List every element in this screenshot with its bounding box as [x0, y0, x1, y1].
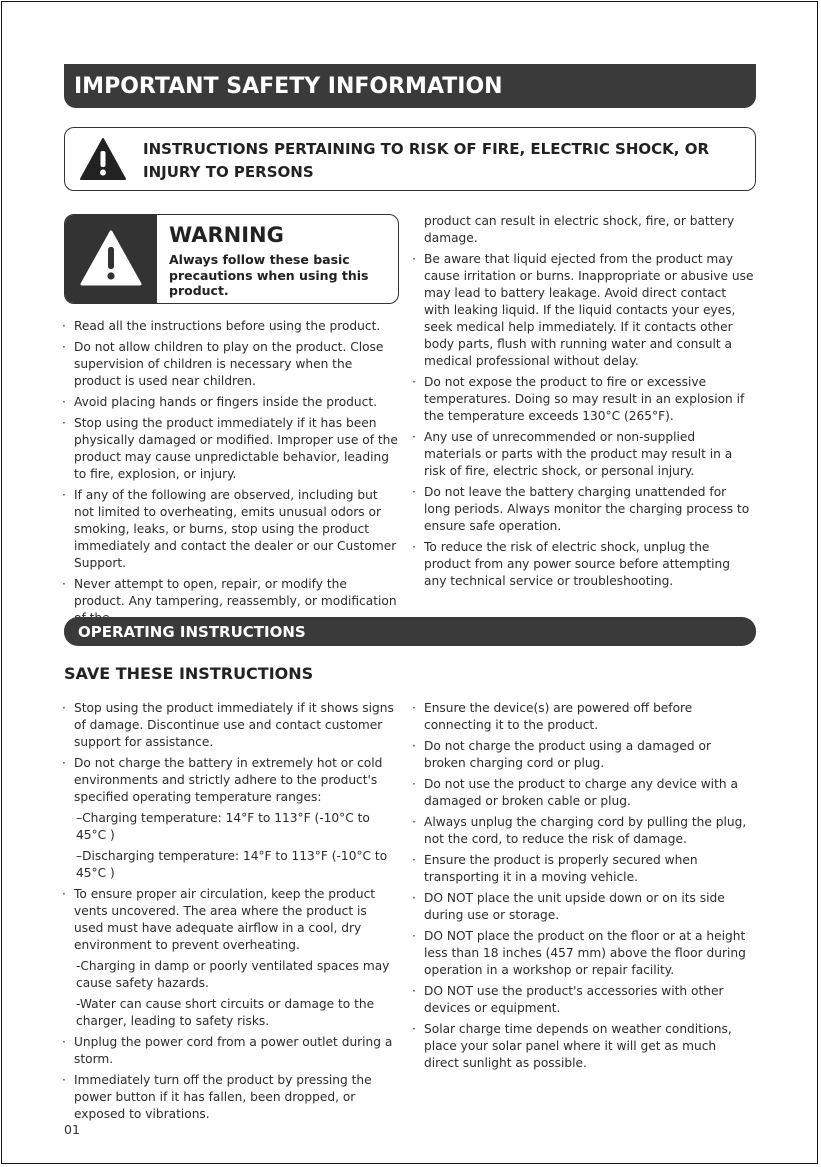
list-item: · To reduce the risk of electric shock, unplug the product from any power source before attempting any technical service or troubleshooting.	[414, 539, 754, 590]
warning-text: Always follow these basic precautions when using this product.	[169, 252, 369, 298]
list-item: · If any of the following are observed, including but not limited to overheating, emits unusual odors or smoking, leaks, or burns, stop using the product immediately and contact the dealer or our Customer Support.	[64, 487, 399, 572]
list-subitem: -Water can cause short circuits or damage to the charger, leading to safety risks.	[76, 997, 375, 1028]
manual-page	[1, 1, 818, 1164]
safety-list-right	[414, 213, 754, 594]
warning-triangle-icon	[79, 229, 143, 287]
operating-list-right	[414, 700, 754, 1076]
list-item: · DO NOT place the product on the floor or at a height less than 18 inches (457 mm) above the floor during operation in a workshop or repair facility.	[414, 928, 754, 979]
list-item: · Solar charge time depends on weather conditions, place your solar panel where it will get as much direct sunlight as possible.	[414, 1021, 754, 1072]
warning-triangle-icon	[79, 136, 127, 182]
page-number: 01	[64, 1122, 80, 1137]
list-subitem: –Charging temperature: 14°F to 113°F (-10°C to 45°C )	[76, 811, 370, 842]
instruction-box	[64, 127, 756, 191]
list-item: · Unplug the power cord from a power outlet during a storm.	[64, 1034, 399, 1068]
list-item: · DO NOT place the unit upside down or on its side during use or storage.	[414, 890, 754, 924]
list-item: · Ensure the product is properly secured when transporting it in a moving vehicle.	[414, 852, 754, 886]
title-bar	[64, 64, 756, 108]
list-item-continuation: product can result in electric shock, fire, or battery damage.	[424, 214, 735, 245]
page-title: IMPORTANT SAFETY INFORMATION	[74, 73, 503, 99]
safety-list-left	[64, 318, 399, 631]
list-subitem: -Charging in damp or poorly ventilated spaces may cause safety hazards.	[76, 959, 390, 990]
list-item: · Do not charge the battery in extremely hot or cold environments and strictly adhere to the product's specified operating temperature ranges:	[64, 755, 399, 806]
list-item: · Stop using the product immediately if it shows signs of damage. Discontinue use and contact customer support for assistance.	[64, 700, 399, 751]
list-item: · DO NOT use the product's accessories with other devices or equipment.	[414, 983, 754, 1017]
list-item: · Do not leave the battery charging unattended for long periods. Always monitor the charging process to ensure safe operation.	[414, 484, 754, 535]
warning-box	[64, 214, 399, 304]
save-instructions-title: SAVE THESE INSTRUCTIONS	[64, 664, 314, 683]
list-item: · Ensure the device(s) are powered off before connecting it to the product.	[414, 700, 754, 734]
list-item: · Be aware that liquid ejected from the product may cause irritation or burns. Inappropriate or abusive use may lead to battery leakage. Avoid direct contact with leaking liquid. If the liquid contacts your eyes, seek medical help immediately. If it contacts other body parts, flush with running water and consult a medical professional without delay.	[414, 251, 754, 370]
operating-instructions-bar	[64, 617, 756, 646]
operating-list-left	[64, 700, 399, 1127]
list-item: · Never attempt to open, repair, or modify the product. Any tampering, reassembly, or modification	[64, 576, 399, 627]
list-item: · Always unplug the charging cord by pulling the plug, not the cord, to reduce the risk of damage.	[414, 814, 754, 848]
list-item: · Do not use the product to charge any device with a damaged or broken cable or plug.	[414, 776, 754, 810]
list-item: · Do not allow children to play on the product. Close supervision of children is necessary when the product is used near children.	[64, 339, 399, 390]
list-item: · Do not expose the product to fire or excessive temperatures. Doing so may result in an explosion if the temperature exceeds 130°C (265°F).	[414, 374, 754, 425]
list-item: · Immediately turn off the product by pressing the power button if it has fallen, been dropped, or exposed to vibrations.	[64, 1072, 399, 1123]
list-item: · Do not charge the product using a damaged or broken charging cord or plug.	[414, 738, 754, 772]
operating-title: OPERATING INSTRUCTIONS	[78, 622, 306, 641]
list-subitem: –Discharging temperature: 14°F to 113°F (-10°C to 45°C )	[76, 849, 388, 880]
list-item: · Avoid placing hands or fingers inside the product.	[64, 394, 399, 411]
list-item: · Stop using the product immediately if it has been physically damaged or modified. Improper use of the product may cause unpredictable behavior, leading to fire, explosion, or injury.	[64, 415, 399, 483]
list-item: · To ensure proper air circulation, keep the product vents uncovered. The area where the product is used must have adequate airflow in a cool, dry environment to prevent overheating.	[64, 886, 399, 954]
list-item: · Any use of unrecommended or non-supplied materials or parts with the product may result in a risk of fire, electric shock, or personal injury.	[414, 429, 754, 480]
list-item: · Read all the instructions before using the product.	[64, 318, 399, 335]
warning-heading: WARNING	[169, 223, 284, 247]
warning-icon-panel	[65, 215, 157, 303]
instruction-box-text: INSTRUCTIONS PERTAINING TO RISK OF FIRE, ELECTRIC SHOCK, OR INJURY TO PERSONS	[143, 140, 710, 181]
